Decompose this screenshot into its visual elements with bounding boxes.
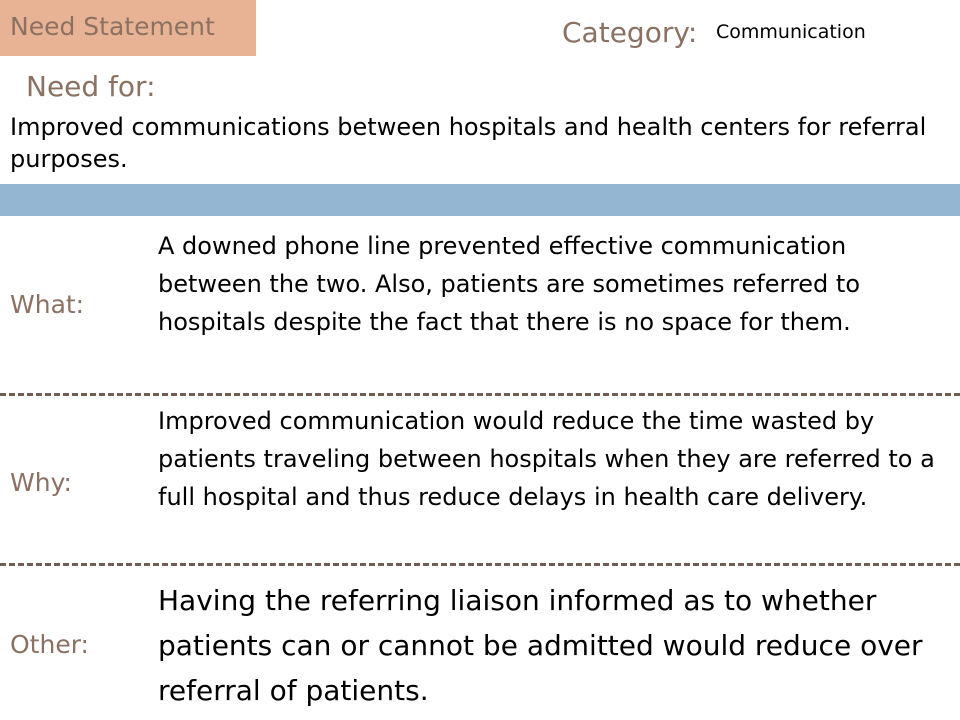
divider-why-other bbox=[0, 563, 960, 566]
why-label: Why: bbox=[10, 468, 72, 497]
section-band bbox=[0, 184, 960, 216]
need-statement-tag bbox=[0, 0, 256, 56]
need-statement-label: Need Statement bbox=[10, 12, 215, 41]
why-text: Improved communication would reduce the time wasted by patients traveling between hospitals when they are referred to a full hospital and thus reduce delays in health care delivery. bbox=[158, 407, 935, 511]
need-for-text: Improved communications between hospitals and health centers for referral purposes. bbox=[10, 113, 927, 173]
what-text: A downed phone line prevented effective communication between the two. Also, patients are sometimes referred to hospitals despite the fact that there is no space for them. bbox=[158, 232, 861, 336]
category-label: Category: bbox=[562, 16, 698, 49]
other-label: Other: bbox=[10, 630, 89, 659]
other-text: Having the referring liaison informed as to whether patients can or cannot be admitted would reduce over referral of patients. bbox=[158, 584, 923, 707]
category-value: Communication bbox=[716, 21, 866, 43]
need-for-label: Need for: bbox=[26, 70, 156, 103]
divider-what-why bbox=[0, 393, 960, 396]
what-label: What: bbox=[10, 290, 85, 319]
